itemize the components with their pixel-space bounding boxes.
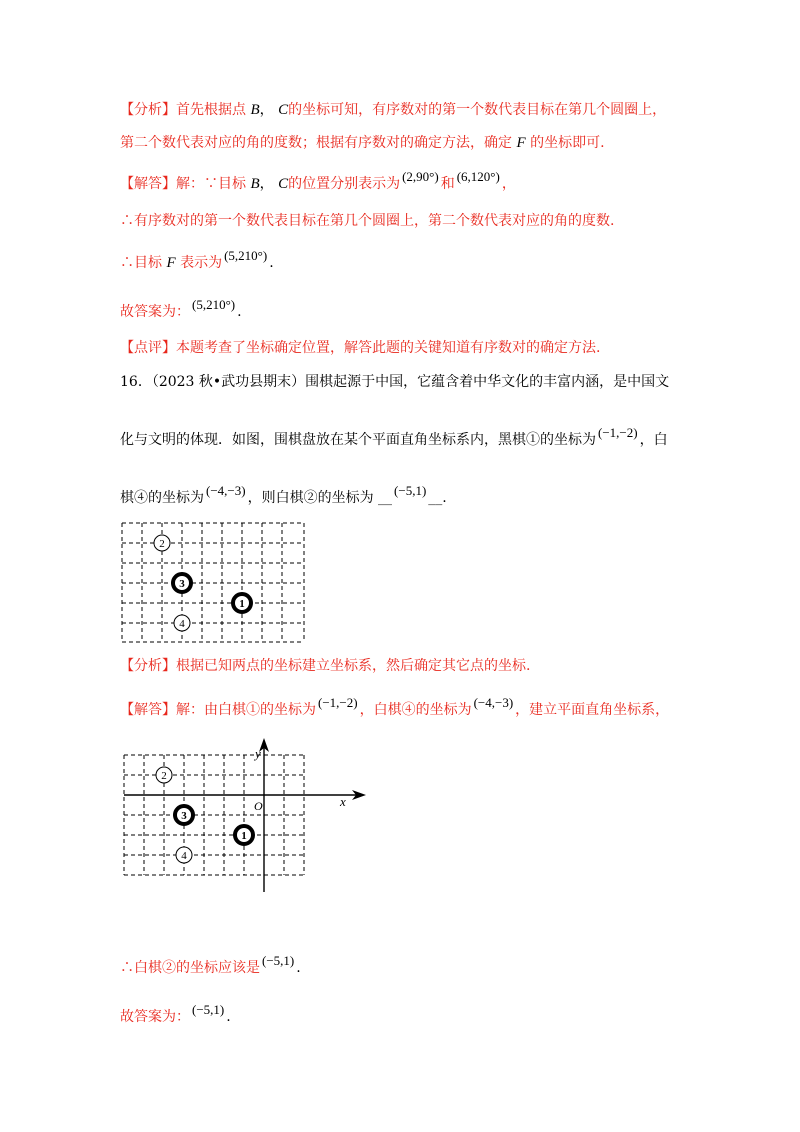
solution-line-3: ∴目标 F 表示为 (5,210°) . xyxy=(120,248,274,271)
solution-line-1: 【解答】解：∵目标 B， C的位置分别表示为 (2,90°) 和 (6,120°) ， xyxy=(120,169,516,192)
solution-line-2: ∴有序数对的第一个数代表目标在第几个圆圈上，第二个数代表对应的角的度数. xyxy=(120,213,615,229)
white-stone-2 xyxy=(154,535,170,551)
svg-text:3: 3 xyxy=(181,810,187,822)
analysis2-tag: 【分析】 xyxy=(120,658,176,674)
analysis-line-2: 第二个数代表对应的角的度数；根据有序数对的确定方法，确定 F 的坐标即可. xyxy=(120,135,605,151)
question-answer: (−5,1) xyxy=(394,483,427,498)
svg-text:2: 2 xyxy=(161,770,167,782)
y-axis-label: y xyxy=(255,746,261,761)
coordinate-board-figure xyxy=(118,738,370,894)
comment-line: 【点评】本题考查了坐标确定位置，解答此题的关键知道有序数对的确定方法. xyxy=(120,340,601,356)
analysis-line-1: 【分析】首先根据点 B， C的坐标可知，有序数对的第一个数代表目标在第几个圆圈上， xyxy=(120,102,667,118)
analysis2-line: 【分析】根据已知两点的坐标建立坐标系，然后确定其它点的坐标. xyxy=(120,658,531,674)
solution2-tag: 【解答】 xyxy=(120,702,176,718)
black-stone-1 xyxy=(235,826,253,844)
solution-tag: 【解答】 xyxy=(120,176,176,192)
svg-text:1: 1 xyxy=(241,830,247,842)
question-line-1: 16．（2023 秋•武功县期末）围棋起源于中国，它蕴含着中华文化的丰富内涵，是中国文 xyxy=(120,374,670,390)
svg-text:2: 2 xyxy=(159,538,165,550)
white-stone-2 xyxy=(156,767,172,783)
svg-text:4: 4 xyxy=(181,850,187,862)
white-stone-4 xyxy=(174,615,190,631)
answer-line-1: 故答案为： (5,210°) . xyxy=(120,297,242,320)
board-grid xyxy=(122,523,304,642)
black-stone-3 xyxy=(173,574,191,592)
x-axis-label: x xyxy=(340,794,346,809)
answer2-line: 故答案为： (−5,1) . xyxy=(120,1002,231,1025)
x-axis xyxy=(124,790,366,800)
white-stone-4 xyxy=(176,847,192,863)
go-board-figure xyxy=(118,518,310,648)
svg-text:3: 3 xyxy=(179,578,185,590)
question-line-2: 化与文明的体现．如图，围棋盘放在某个平面直角坐标系内，黑棋①的坐标为 (−1,−2) ，白 xyxy=(120,425,668,448)
svg-text:1: 1 xyxy=(239,598,245,610)
black-stone-1 xyxy=(233,594,251,612)
analysis-tag: 【分析】 xyxy=(120,102,176,118)
comment-tag: 【点评】 xyxy=(120,340,176,356)
question-line-3: 棋④的坐标为 (−4,−3) ，则白棋②的坐标为 __ (−5,1) __. xyxy=(120,483,447,506)
conclusion2-line: ∴白棋②的坐标应该是 (−5,1) . xyxy=(120,953,301,976)
black-stone-3 xyxy=(175,806,193,824)
solution2-line: 【解答】解：由白棋①的坐标为 (−1,−2) ，白棋④的坐标为 (−4,−3) ，建立平面直角坐标系， xyxy=(120,695,670,718)
svg-text:4: 4 xyxy=(179,618,185,630)
board-grid-2 xyxy=(124,755,304,875)
origin-label: O xyxy=(254,799,263,813)
